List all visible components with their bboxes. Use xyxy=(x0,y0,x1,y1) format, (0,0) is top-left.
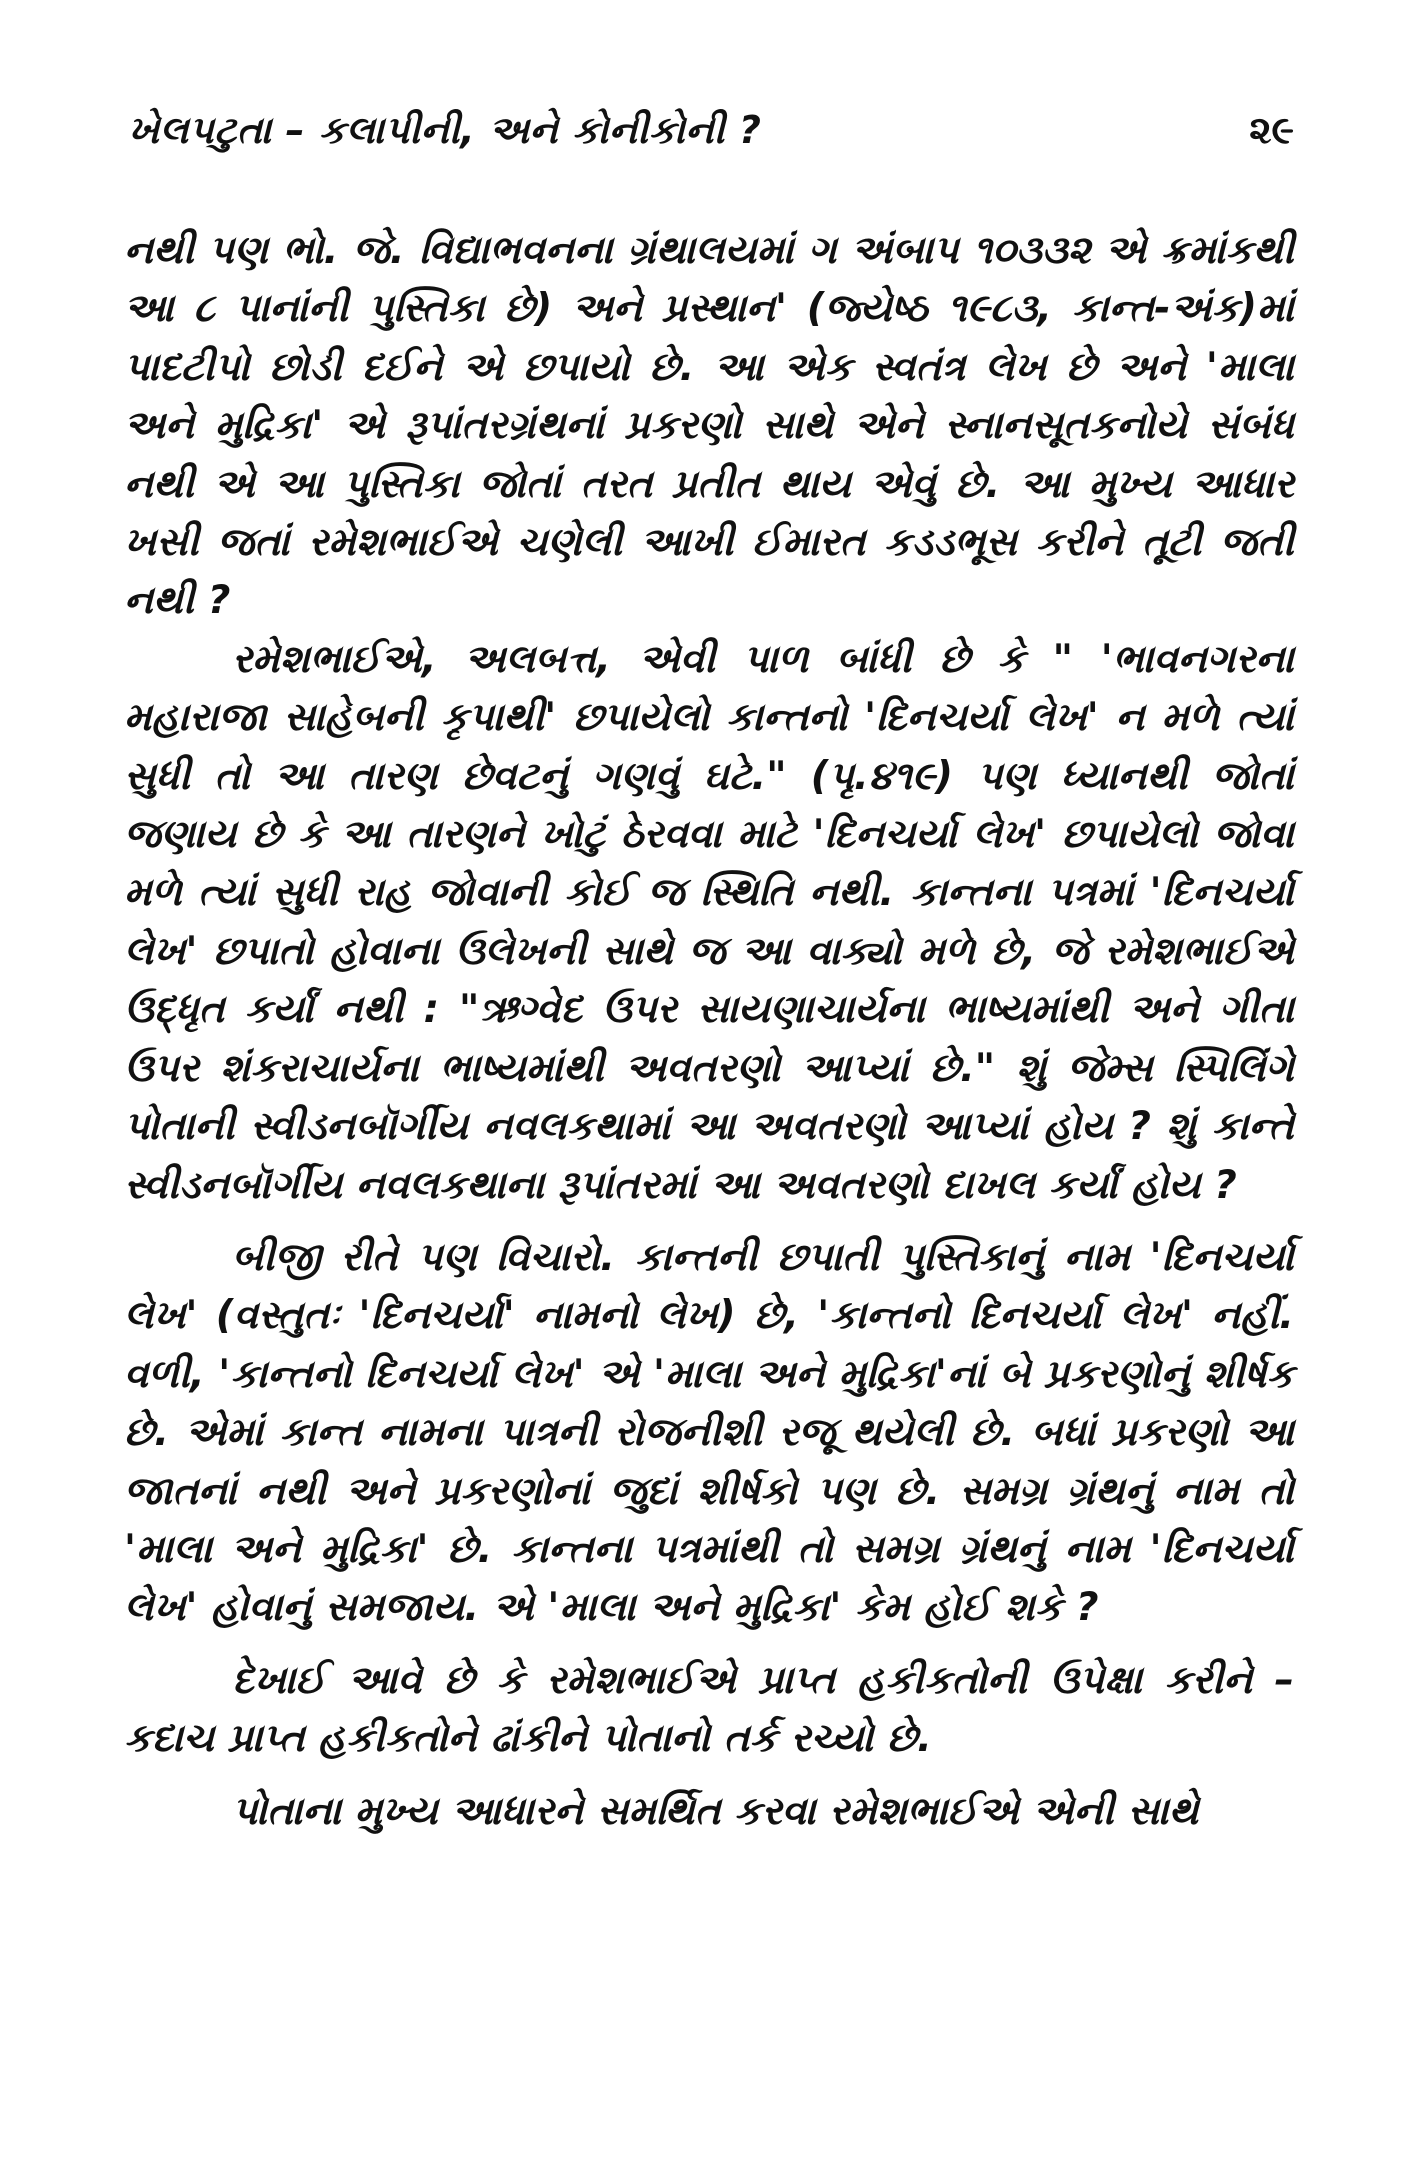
paragraph-5: પોતાના મુખ્ય આધારને સમર્થિત કરવા રમેશભાઈએ એની સાથે xyxy=(232,1788,1199,1834)
paragraph-2: રમેશભાઈએ, અલબત્ત, એવી પાળ બાંધી છે કે " 'ભાવનગરના મહારાજા સાહેબની કૃપાથી' છપાયેલો કાન્તનો 'દિનચર્યા લેખ' ન મળે ત્યાં સુધી તો આ તારણ છેવટનું ગણવું ઘટે." (પૃ.૪૧૯) પણ ધ્યાનથી જોતાં જણાય છે કે આ તારણને ખોટું ઠેરવવા માટે 'દિનચર્યા લેખ' છપાયેલો જોવા મળે ત્યાં સુધી રાહ જોવાની કોઈ જ સ્થિતિ નથી. કાન્તના પત્રમાં 'દિનચર્યા લેખ' છપાતો હોવાના ઉલેખની સાથે જ આ વાક્યો મળે છે, જે રમેશભાઈએ ઉદ્ધૃત કર્યાં નથી : "ઋગ્વેદ ઉપર સાયણાચાર્યના ભાષ્યમાંથી અને ગીતા ઉપર શંકરાચાર્યના ભાષ્યમાંથી અવતરણો આપ્યાં છે." શું જેમ્સ સ્પિલિંગે પોતાની સ્વીડનબૉર્ગીય નવલકથામાં આ અવતરણો આપ્યાં હોય ? શું કાન્તે સ્વીડનબૉર્ગીય નવલકથાના રૂપાંતરમાં આ અવતરણો દાખલ કર્યાં હોય ? xyxy=(124,636,1294,1208)
paragraph-3: બીજી રીતે પણ વિચારો. કાન્તની છપાતી પુસ્તિકાનું નામ 'દિનચર્યા લેખ' (વસ્તુતઃ 'દિનચર્યા' નામનો લેખ) છે, 'કાન્તનો દિનચર્યા લેખ' નહીં. વળી, 'કાન્તનો દિનચર્યા લેખ' એ 'માલા અને મુદ્રિકા'નાં બે પ્રકરણોનું શીર્ષક છે. એમાં કાન્ત નામના પાત્રની રોજનીશી રજૂ થયેલી છે. બધાં પ્રકરણો આ જાતનાં નથી અને પ્રકરણોનાં જુદાં શીર્ષકો પણ છે. સમગ્ર ગ્રંથનું નામ તો 'માલા અને મુદ્રિકા' છે. કાન્તના પત્રમાંથી તો સમગ્ર ગ્રંથનું નામ 'દિનચર્યા લેખ' હોવાનું સમજાય. એ 'માલા અને મુદ્રિકા' કેમ હોઈ શકે ? xyxy=(124,1234,1294,1631)
running-header xyxy=(128,108,1294,168)
paragraph-4: દેખાઈ આવે છે કે રમેશભાઈએ પ્રાપ્ત હકીકતોની ઉપેક્ષા કરીને – કદાચ પ્રાપ્ત હકીકતોને ઢાંકીને પોતાનો તર્ક રચ્યો છે. xyxy=(124,1657,1294,1762)
page-number: ૨૯ xyxy=(1249,108,1294,152)
running-header-title: ખેલપટુતા – કલાપીની, અને કોનીકોની ? xyxy=(128,108,762,152)
body-text xyxy=(124,222,1294,1841)
paragraph-continued: નથી પણ ભો. જે. વિદ્યાભવનના ગ્રંથાલયમાં ગ અંબાપ ૧૦૩૩૨ એ ક્રમાંકથી આ ૮ પાનાંની પુસ્તિકા છે) અને પ્રસ્થાન' (જ્યેષ્ઠ ૧૯૮૩, કાન્ત-અંક)માં પાદટીપો છોડી દઈને એ છપાયો છે. આ એક સ્વતંત્ર લેખ છે અને 'માલા અને મુદ્રિકા' એ રૂપાંતરગ્રંથનાં પ્રકરણો સાથે એને સ્નાનસૂતકનોયે સંબંધ નથી એ આ પુસ્તિકા જોતાં તરત પ્રતીત થાય એવું છે. આ મુખ્ય આધાર ખસી જતાં રમેશભાઈએ ચણેલી આખી ઈમારત કડડભૂસ કરીને તૂટી જતી નથી ? xyxy=(124,228,1294,624)
